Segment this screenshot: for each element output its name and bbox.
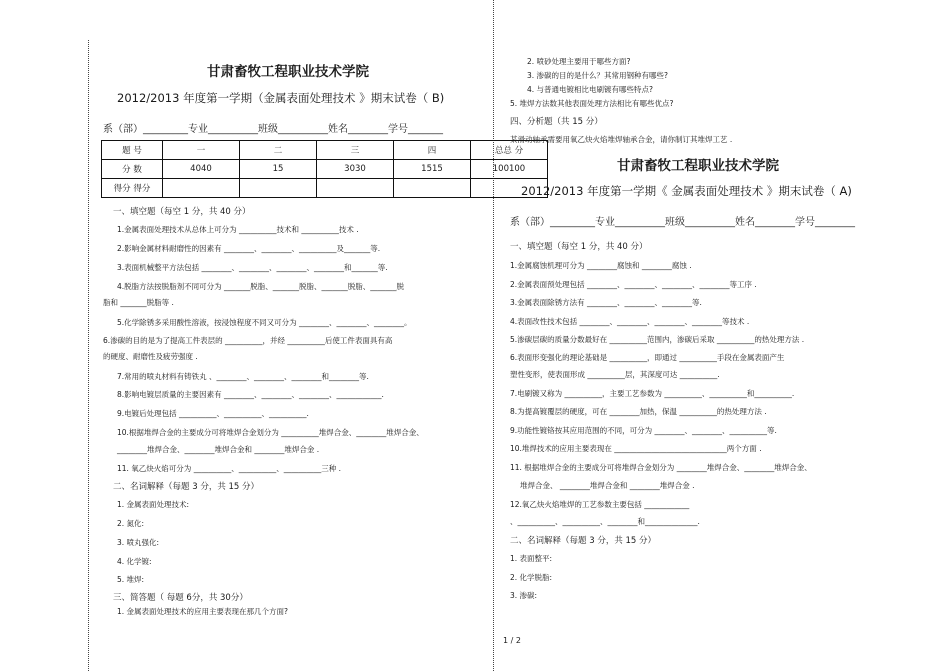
exam-b-score-table: [101, 140, 548, 198]
exam-a-fill-line: 4.表面改性技术包括 ________、________、________、________等技术 .: [510, 317, 750, 326]
exam-b-section-3: 三、简答题（ 每题 6分，共 30分）: [113, 593, 248, 603]
exam-a-fill-line: 1.金属腐蚀机理可分为 ________腐蚀和 ________腐蚀 .: [510, 261, 692, 270]
exam-b-fill-line: 7.常用的喷丸材料有铸铁丸 、________、________、________和________等.: [117, 372, 369, 381]
score-row-earned: [102, 179, 548, 198]
exam-b-short-question: 3. 渗碳的目的是什么？其常用钢种有哪些?: [527, 71, 669, 80]
exam-b-analysis-question: 某滑动轴承需要用氧乙炔火焰堆焊轴承合金，请你制订其堆焊工艺 .: [510, 135, 733, 144]
exam-b-term: 2. 氮化:: [117, 519, 145, 528]
score-cell: [394, 179, 471, 198]
exam-b-fill-line: 2.影响金属材料耐磨性的因素有 ________、________、__________及_______等.: [117, 244, 381, 253]
score-cell: 题 号: [102, 141, 163, 160]
score-row-header: [102, 141, 548, 160]
score-cell: 4040: [163, 160, 240, 179]
exam-a-school: 甘肃畜牧工程职业技术学院: [617, 158, 779, 174]
exam-b-section-2: 二、名词解释（每题 3 分，共 15 分）: [113, 482, 260, 492]
exam-a-fill-line: 8.为提高镀覆层的硬度，可在 ________加热，保温 __________的热处理方法 .: [510, 407, 767, 416]
exam-b-fill-line: 11. 氧乙炔火焰可分为 __________、__________、__________三种 .: [117, 464, 341, 473]
exam-a-info-line: 系（部）_________专业__________班级__________姓名________学号________: [510, 217, 855, 228]
exam-a-term: 3. 渗碳:: [510, 591, 538, 600]
exam-b-term: 5. 堆焊:: [117, 575, 145, 584]
exam-a-fill-line: 12.氧乙炔火焰堆焊的工艺参数主要包括 ____________: [510, 500, 690, 509]
left-fold-line: [88, 40, 89, 671]
score-cell: 三: [317, 141, 394, 160]
score-cell: 1515: [394, 160, 471, 179]
exam-b-term: 3. 喷丸强化:: [117, 538, 160, 547]
exam-b-fill-line: 10.根据堆焊合金的主要成分可将堆焊合金划分为 __________堆焊合金、________堆焊合金、: [117, 428, 424, 437]
exam-b-fill-line: 5.化学除锈多采用酸性溶液，按浸蚀程度不同又可分为 ________、________、________。: [117, 318, 412, 327]
exam-a-term: 2. 化学脱脂:: [510, 573, 553, 582]
exam-b-fill-line: 4.脱脂方法按脱脂剂不同可分为 _______脱脂、_______脱脂、_______脱脂、_______脱: [117, 282, 405, 291]
score-cell: 分 数: [102, 160, 163, 179]
exam-b-short-question: 4. 与普通电镀相比电刷镀有哪些特点?: [527, 85, 654, 94]
exam-a-fill-line: 10.堆焊技术的应用主要表现在 ______________________________两个方面 .: [510, 444, 762, 453]
exam-a-fill-line: 6.表面形变强化的理论基础是 __________，即通过 __________手段在金属表面产生: [510, 353, 785, 362]
exam-b-fill-line: 1.金属表面处理技术从总体上可分为 __________技术和 __________技术 .: [117, 225, 359, 234]
exam-b-short-question: 1. 金属表面处理技术的应用主要表现在那几个方面?: [117, 607, 289, 616]
center-fold-line: [493, 0, 494, 671]
exam-b-info-line: 系（部）_________专业__________班级__________姓名________学号_______: [103, 124, 443, 135]
score-cell: 得分 得分: [102, 179, 163, 198]
score-row-points: [102, 160, 548, 179]
exam-a-term-title: 2012/2013 年度第一学期《 金属表面处理技术 》期末试卷（ A): [521, 184, 852, 198]
exam-a-term: 1. 表面整平:: [510, 554, 553, 563]
exam-b-term: 1. 金属表面处理技术:: [117, 500, 190, 509]
exam-a-fill-line: 5.渗碳层碳的质量分数最好在 __________范围内，渗碳后采取 __________的热处理方法 .: [510, 335, 805, 344]
exam-a-section-2: 二、名词解释（每题 3 分，共 15 分）: [510, 536, 657, 546]
score-cell: [163, 179, 240, 198]
page-number: 1 / 2: [503, 636, 521, 645]
score-cell: [317, 179, 394, 198]
score-cell: 四: [394, 141, 471, 160]
score-cell: 100100: [471, 160, 548, 179]
exam-b-fill-line: 6.渗碳的目的是为了提高工件表层的 __________，并经 __________后使工件表面具有高: [103, 336, 393, 345]
score-cell: [240, 179, 317, 198]
exam-b-fill-line: 脂和 _______脱脂等 .: [103, 298, 174, 307]
exam-a-fill-line: 7.电刷镀又称为 __________，主要工艺参数为 __________、__________和__________.: [510, 389, 795, 398]
score-cell: 3030: [317, 160, 394, 179]
exam-b-section-4: 四、分析题（共 15 分）: [510, 117, 603, 127]
exam-a-fill-line: 3.金属表面除锈方法有 ________、________、________等.: [510, 298, 702, 307]
exam-b-fill-line: 9.电镀后处理包括 __________、__________、__________.: [117, 409, 309, 418]
exam-b-section-1: 一、填空题（每空 1 分，共 40 分）: [113, 207, 251, 217]
exam-b-fill-line: 3.表面机械整平方法包括 ________、________、________、________和_______等.: [117, 263, 388, 272]
exam-b-fill-line: ________堆焊合金、________堆焊合金和 ________堆焊合金 .: [117, 445, 320, 454]
exam-b-short-question: 5. 堆焊方法数其他表面处理方法相比有哪些优点?: [510, 99, 674, 108]
exam-a-section-1: 一、填空题（每空 1 分，共 40 分）: [510, 242, 648, 252]
exam-a-fill-line: 9.功能性镀铬按其应用范围的不同，可分为 ________、________、__________等.: [510, 426, 777, 435]
exam-b-term: 4. 化学镀:: [117, 557, 152, 566]
exam-a-fill-line: 、__________、__________、________和______________.: [510, 517, 700, 526]
score-cell: 一: [163, 141, 240, 160]
exam-b-fill-line: 的硬度、耐磨性及疲劳强度 .: [103, 352, 198, 361]
score-cell: 15: [240, 160, 317, 179]
exam-b-term-title: 2012/2013 年度第一学期（金属表面处理技术 》期末试卷（ B): [117, 91, 445, 105]
exam-b-fill-line: 8.影响电镀层质量的主要因素有 ________、________、________、____________.: [117, 390, 384, 399]
exam-b-short-question: 2. 喷砂处理主要用于哪些方面?: [527, 57, 631, 66]
score-cell: 总总 分: [471, 141, 548, 160]
exam-a-fill-line: 2.金属表面预处理包括 ________、________、________、________等工序 .: [510, 280, 757, 289]
score-cell: 二: [240, 141, 317, 160]
exam-b-school: 甘肃畜牧工程职业技术学院: [207, 64, 369, 80]
exam-a-fill-line: 堆焊合金、 ________堆焊合金和 ________堆焊合金 .: [520, 481, 695, 490]
exam-a-fill-line: 塑性变形，使表面形成 __________层，其深度可达 __________.: [510, 370, 720, 379]
exam-a-fill-line: 11. 根据堆焊合金的主要成分可将堆焊合金划分为 ________堆焊合金、________堆焊合金、: [510, 463, 812, 472]
